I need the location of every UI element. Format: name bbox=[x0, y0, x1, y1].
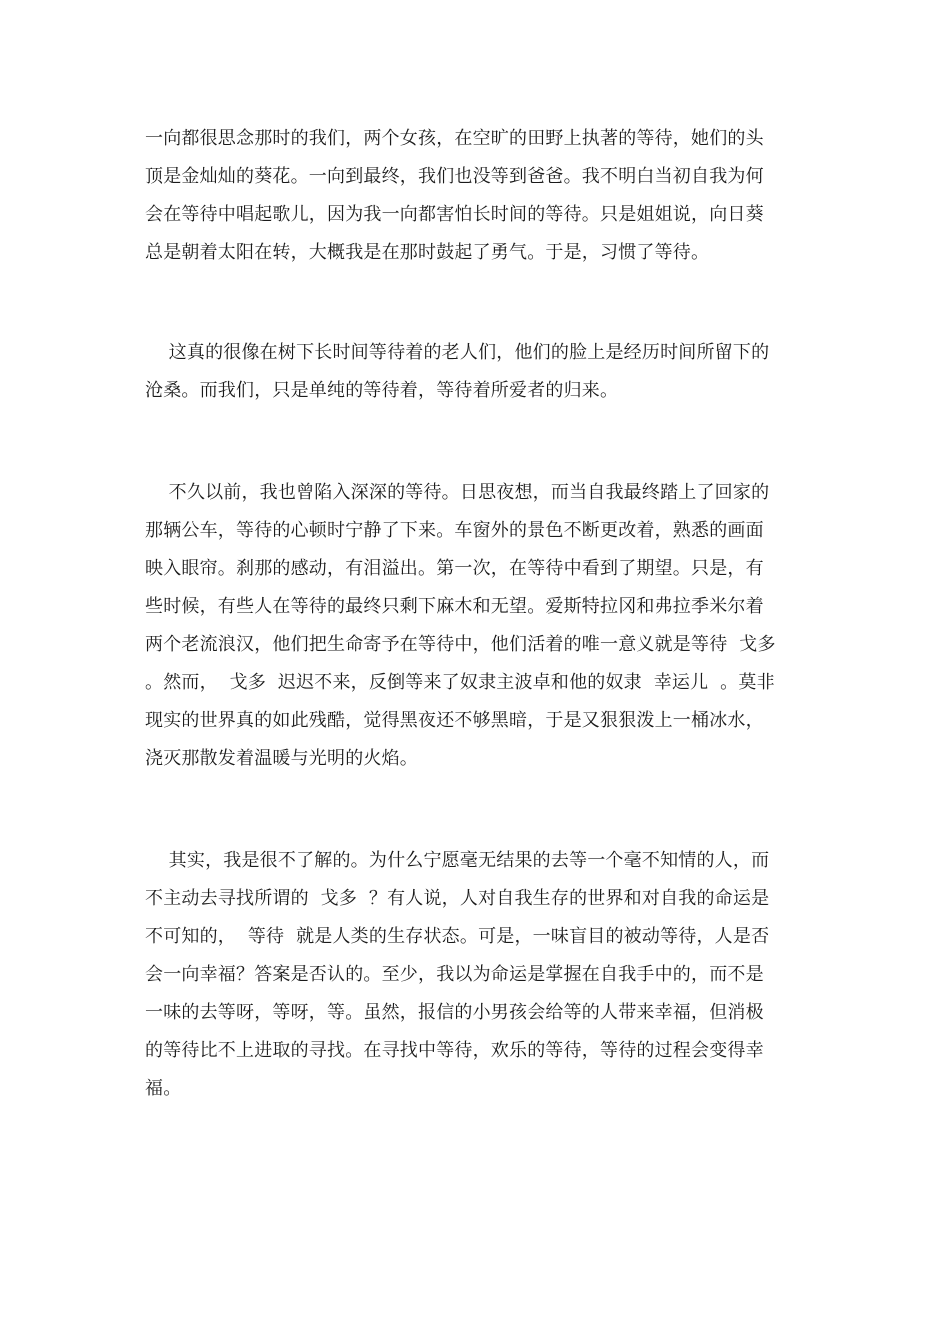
text-line: 不主动去寻找所谓的 戈多 ？有人说，人对自我生存的世界和对自我的命运是 bbox=[145, 888, 770, 909]
text-line: 那辆公车，等待的心顿时宁静了下来。车窗外的景色不断更改着，熟悉的画面 bbox=[145, 520, 764, 541]
text-line: 其实，我是很不了解的。为什么宁愿毫无结果的去等一个毫不知情的人，而 bbox=[145, 850, 770, 871]
text-line: 两个老流浪汉，他们把生命寄予在等待中，他们活着的唯一意义就是等待 戈多 bbox=[145, 634, 776, 655]
text-line: 一向都很思念那时的我们，两个女孩，在空旷的田野上执著的等待，她们的头 bbox=[145, 128, 764, 149]
text-line: 映入眼帘。刹那的感动，有泪溢出。第一次，在等待中看到了期望。只是，有 bbox=[145, 558, 764, 579]
text-line: 沧桑。而我们，只是单纯的等待着，等待着所爱者的归来。 bbox=[145, 380, 619, 401]
text-line: 一味的去等呀，等呀，等。虽然，报信的小男孩会给等的人带来幸福，但消极 bbox=[145, 1002, 764, 1023]
text-line: 些时候，有些人在等待的最终只剩下麻木和无望。爱斯特拉冈和弗拉季米尔着 bbox=[145, 596, 764, 617]
text-line: 顶是金灿灿的葵花。一向到最终，我们也没等到爸爸。我不明白当初自我为何 bbox=[145, 166, 764, 187]
text-line: 。然而， 戈多 迟迟不来，反倒等来了奴隶主波卓和他的奴隶 幸运儿 。莫非 bbox=[145, 672, 775, 693]
text-line: 的等待比不上进取的寻找。在寻找中等待，欢乐的等待，等待的过程会变得幸 bbox=[145, 1040, 764, 1061]
text-line: 现实的世界真的如此残酷，觉得黑夜还不够黑暗，于是又狠狠泼上一桶冰水， bbox=[145, 710, 764, 731]
text-line: 福。 bbox=[145, 1078, 182, 1099]
text-line: 会在等待中唱起歌儿，因为我一向都害怕长时间的等待。只是姐姐说，向日葵 bbox=[145, 204, 764, 225]
text-line: 不久以前，我也曾陷入深深的等待。日思夜想，而当自我最终踏上了回家的 bbox=[145, 482, 770, 503]
text-line: 这真的很像在树下长时间等待着的老人们，他们的脸上是经历时间所留下的 bbox=[145, 342, 770, 363]
text-line: 浇灭那散发着温暖与光明的火焰。 bbox=[145, 748, 418, 769]
text-line: 不可知的， 等待 就是人类的生存状态。可是，一味盲目的被动等待，人是否 bbox=[145, 926, 770, 947]
text-line: 总是朝着太阳在转，大概我是在那时鼓起了勇气。于是，习惯了等待。 bbox=[145, 242, 710, 263]
text-line: 会一向幸福？答案是否认的。至少，我以为命运是掌握在自我手中的，而不是 bbox=[145, 964, 764, 985]
